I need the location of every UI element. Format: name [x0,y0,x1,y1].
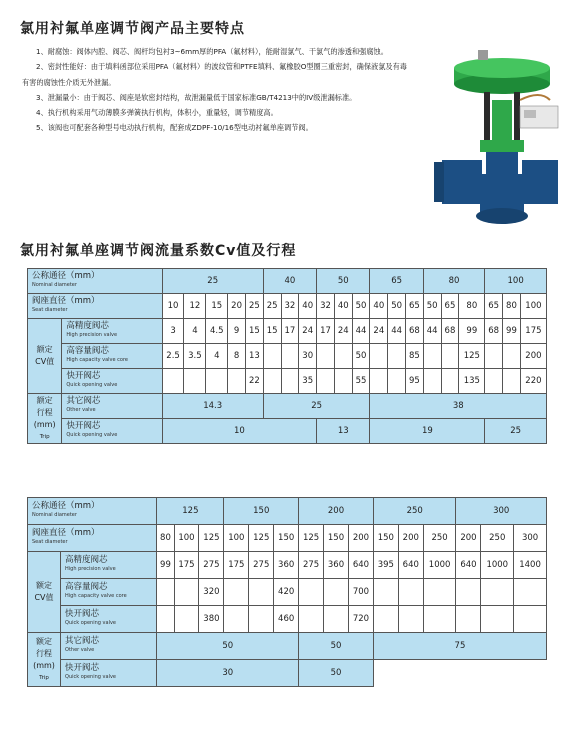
valve-type-label [61,579,157,606]
seat-value: 80 [157,525,174,552]
seat-value: 65 [406,294,424,319]
seat-value: 200 [456,525,481,552]
label-cn: 其它阀芯 [66,396,101,406]
label-cn: 高容量阀芯 [65,582,108,592]
label-cn: 高容量阀芯 [66,346,109,356]
cv-value: 360 [324,552,349,579]
cv-value [184,369,206,394]
quick-valve-label [62,419,162,444]
cv-value: 2.5 [162,344,184,369]
cv-value [485,344,503,369]
cv-value: 460 [274,606,299,633]
cv-value: 99 [157,552,174,579]
cv-value: 700 [348,579,373,606]
cv-value [206,369,228,394]
nominal-value: 80 [423,269,484,294]
features-title: 氯用衬氟单座调节阀产品主要特点 [20,21,245,37]
cv-table-1 [27,268,547,444]
cv-value: 1400 [514,552,547,579]
cv-value: 320 [199,579,224,606]
table-row [28,369,547,394]
cv-value: 44 [423,319,441,344]
cv-value: 30 [299,344,317,369]
cv-value [373,606,398,633]
cv-value: 50 [352,344,370,369]
cv-value: 17 [317,319,335,344]
feature-item: 4、执行机构采用气动薄膜多弹簧执行机构，体积小，重量轻，调节精度高。 [36,108,278,118]
cv-value [324,606,349,633]
cv-value: 275 [299,552,324,579]
nominal-value: 100 [485,269,547,294]
label-en: High precision valve [66,332,118,338]
label-cn: 快开阀芯 [66,371,101,381]
cv-value [174,606,199,633]
cv-value [423,579,456,606]
label-cn: CV值 [35,357,55,366]
cv-value: 4.5 [206,319,228,344]
trip-value: 25 [263,394,370,419]
table-row [28,660,547,687]
cv-value [456,606,481,633]
label-cn: 行程 [36,648,52,658]
cv-value [317,344,335,369]
label-cn: 其它阀芯 [65,636,100,646]
trip-value: 50 [157,633,299,660]
cv-value: 99 [459,319,485,344]
cv-value [398,579,423,606]
seat-value: 125 [299,525,324,552]
cv-value: 200 [520,344,546,369]
cv-section-title: 氯用衬氟单座调节阀流量系数Cv值及行程 [20,243,297,259]
seat-value: 150 [373,525,398,552]
cv-value: 85 [406,344,424,369]
table-row [28,498,547,525]
seat-value: 25 [263,294,281,319]
valve-type-label [61,552,157,579]
label-cn: 额定 [36,636,52,646]
label-en: Quick opening valve [65,674,116,680]
cv-value: 135 [459,369,485,394]
cv-value: 15 [263,319,281,344]
label-cn: 额定 [36,581,52,590]
seat-value: 150 [274,525,299,552]
cv-side-label [28,552,61,633]
cv-value: 24 [299,319,317,344]
table-row [28,394,547,419]
cv-value: 68 [441,319,459,344]
trip-value: 50 [299,660,374,687]
cv-value [263,344,281,369]
quick-valve-label [61,660,157,687]
seat-value: 65 [441,294,459,319]
label-en: Quick opening valve [65,620,116,626]
label-en: Trip [39,674,49,681]
seat-value: 100 [520,294,546,319]
seat-value: 125 [199,525,224,552]
label-cn: 行程 [36,407,53,417]
label-cn: 阀座直径（mm） [32,528,100,538]
cv-value [157,606,174,633]
trip-side-label [28,394,62,444]
feature-item: 2、密封性能好：由于填料函部位采用PFA（氟材料）的波纹管和PTFE填料、氟橡胶O型圈三重密封，确保液氯及有毒有害的腐蚀性介质无外泄漏。 [22,62,407,87]
seat-diameter-label [28,525,157,552]
seat-value: 125 [249,525,274,552]
table-row [28,269,547,294]
cv-value [388,344,406,369]
label-cn: 公称通径（mm） [32,271,100,281]
seat-value: 250 [423,525,456,552]
cv-value: 380 [199,606,224,633]
other-valve-label [62,394,162,419]
cv-value: 420 [274,579,299,606]
table-row [28,319,547,344]
trip-value: 13 [317,419,370,444]
cv-value: 9 [228,319,246,344]
seat-value: 10 [162,294,184,319]
trip-value: 38 [370,394,547,419]
cv-value: 3 [162,319,184,344]
cv-value [174,579,199,606]
cv-value [228,369,246,394]
cv-value: 275 [199,552,224,579]
cv-side-label [28,319,62,394]
nominal-value: 150 [224,498,299,525]
cv-value [334,369,352,394]
seat-value: 150 [324,525,349,552]
cv-value: 1000 [481,552,514,579]
trip-value: 50 [299,633,374,660]
seat-value: 100 [174,525,199,552]
cv-value: 15 [245,319,263,344]
cv-value: 125 [459,344,485,369]
cv-value [249,606,274,633]
cv-value [441,344,459,369]
cv-value [249,579,274,606]
seat-value: 40 [299,294,317,319]
cv-value [281,344,299,369]
valve-type-label [61,606,157,633]
cv-value [485,369,503,394]
label-cn: CV值 [34,593,54,602]
label-cn: (mm) [33,419,56,429]
label-en: Nominal diameter [32,282,77,288]
label-cn: 阀座直径（mm） [32,296,100,306]
table-row [28,606,547,633]
seat-value: 25 [245,294,263,319]
cv-value: 24 [334,319,352,344]
seat-value: 200 [398,525,423,552]
seat-value: 250 [481,525,514,552]
cv-value [423,344,441,369]
cv-value: 175 [520,319,546,344]
seat-value: 65 [485,294,503,319]
cv-value: 44 [352,319,370,344]
label-en: Nominal diameter [32,512,77,518]
cv-value [224,606,249,633]
cv-value [481,579,514,606]
cv-value [281,369,299,394]
cv-value: 44 [388,319,406,344]
seat-value: 12 [184,294,206,319]
valve-type-label [62,344,162,369]
label-en: Seat diameter [32,307,68,313]
cv-value [157,579,174,606]
nominal-value: 125 [157,498,224,525]
cv-value: 640 [348,552,373,579]
cv-value [514,606,547,633]
label-en: Quick opening valve [66,382,118,388]
cv-value [162,369,184,394]
label-cn: 额定 [36,395,53,405]
cv-value: 4 [206,344,228,369]
cv-value: 35 [299,369,317,394]
cv-value [514,579,547,606]
cv-value: 275 [249,552,274,579]
seat-value: 100 [224,525,249,552]
features-list [22,44,410,136]
seat-value: 80 [503,294,521,319]
label-en: Other valve [66,407,96,413]
cv-value [481,606,514,633]
trip-value: 75 [373,633,546,660]
seat-value: 40 [334,294,352,319]
cv-value: 99 [503,319,521,344]
table-row [28,344,547,369]
label-cn: 快开阀芯 [66,421,101,431]
cv-value: 55 [352,369,370,394]
table-row [28,419,547,444]
label-en: Trip [39,433,50,440]
nominal-value: 200 [299,498,374,525]
nominal-value: 40 [263,269,316,294]
nominal-value: 25 [162,269,263,294]
table-row [28,294,547,319]
cv-value [370,369,388,394]
cv-value: 360 [274,552,299,579]
cv-value: 13 [245,344,263,369]
cv-value [299,606,324,633]
cv-value: 68 [485,319,503,344]
valve-type-label [62,369,162,394]
cv-value [324,579,349,606]
cv-value [373,579,398,606]
cv-value: 395 [373,552,398,579]
seat-value: 50 [352,294,370,319]
seat-value: 200 [348,525,373,552]
valve-type-label [62,319,162,344]
cv-value: 720 [348,606,373,633]
cv-value: 220 [520,369,546,394]
label-cn: 高精度阀芯 [66,321,109,331]
cv-value [388,369,406,394]
cv-value: 95 [406,369,424,394]
seat-value: 15 [206,294,228,319]
seat-value: 20 [228,294,246,319]
cv-value [398,606,423,633]
label-cn: 公称通径（mm） [32,501,100,511]
cv-value [299,579,324,606]
trip-value: 19 [370,419,485,444]
seat-value: 40 [370,294,388,319]
cv-value: 4 [184,319,206,344]
cv-value [503,369,521,394]
seat-value: 50 [388,294,406,319]
nominal-value: 250 [373,498,456,525]
label-cn: 快开阀芯 [65,609,100,619]
cv-value: 22 [245,369,263,394]
cv-value: 175 [174,552,199,579]
cv-table-2 [27,497,547,687]
other-valve-label [61,633,157,660]
table-row [28,525,547,552]
cv-value: 68 [406,319,424,344]
nominal-diameter-label [28,498,157,525]
label-cn: 快开阀芯 [65,663,100,673]
cv-value [456,579,481,606]
label-en: High capacity valve core [65,593,127,599]
cv-value [441,369,459,394]
cv-value: 1000 [423,552,456,579]
feature-item: 1、耐腐蚀：阀体内腔、阀芯、阀杆均包衬3~6mm厚的PFA（氟材料），能耐湿氯气、干氯气的渗透和强腐蚀。 [36,47,388,56]
seat-value: 300 [514,525,547,552]
nominal-value: 65 [370,269,423,294]
seat-value: 80 [459,294,485,319]
trip-side-label [28,633,61,687]
trip-value: 30 [157,660,299,687]
valve-product-image [420,40,560,230]
cv-value [423,606,456,633]
cv-value: 640 [398,552,423,579]
table-row [28,633,547,660]
feature-item: 5、该阀也可配套各种型号电动执行机构，配套成ZDPF-10/16型电动衬氟单座调节阀。 [36,123,313,133]
nominal-value: 50 [317,269,370,294]
label-cn: 高精度阀芯 [65,555,108,565]
seat-value: 32 [317,294,335,319]
label-cn: 额定 [36,345,53,354]
trip-value: 25 [485,419,547,444]
label-en: Seat diameter [32,539,68,545]
cv-value [423,369,441,394]
table-row [28,552,547,579]
label-en: Other valve [65,647,95,653]
seat-diameter-label [28,294,163,319]
seat-value: 32 [281,294,299,319]
label-cn: (mm) [33,660,55,670]
nominal-diameter-label [28,269,163,294]
seat-value: 50 [423,294,441,319]
feature-item: 3、泄漏量小：由于阀芯、阀座是软密封结构，故泄漏量低于国家标准GB/T4213中的IV级泄漏标准。 [36,92,357,102]
table-row [28,579,547,606]
cv-value: 24 [370,319,388,344]
nominal-value: 300 [456,498,547,525]
cv-value: 17 [281,319,299,344]
cv-value: 3.5 [184,344,206,369]
label-en: High capacity valve core [66,357,128,363]
cv-value: 175 [224,552,249,579]
cv-value [317,369,335,394]
cv-value: 640 [456,552,481,579]
cv-value [503,344,521,369]
cv-value [263,369,281,394]
cv-value [224,579,249,606]
trip-value: 14.3 [162,394,263,419]
label-en: High precision valve [65,566,116,572]
trip-value: 10 [162,419,316,444]
label-en: Quick opening valve [66,432,118,438]
cv-value: 8 [228,344,246,369]
cv-value [334,344,352,369]
cv-value [370,344,388,369]
